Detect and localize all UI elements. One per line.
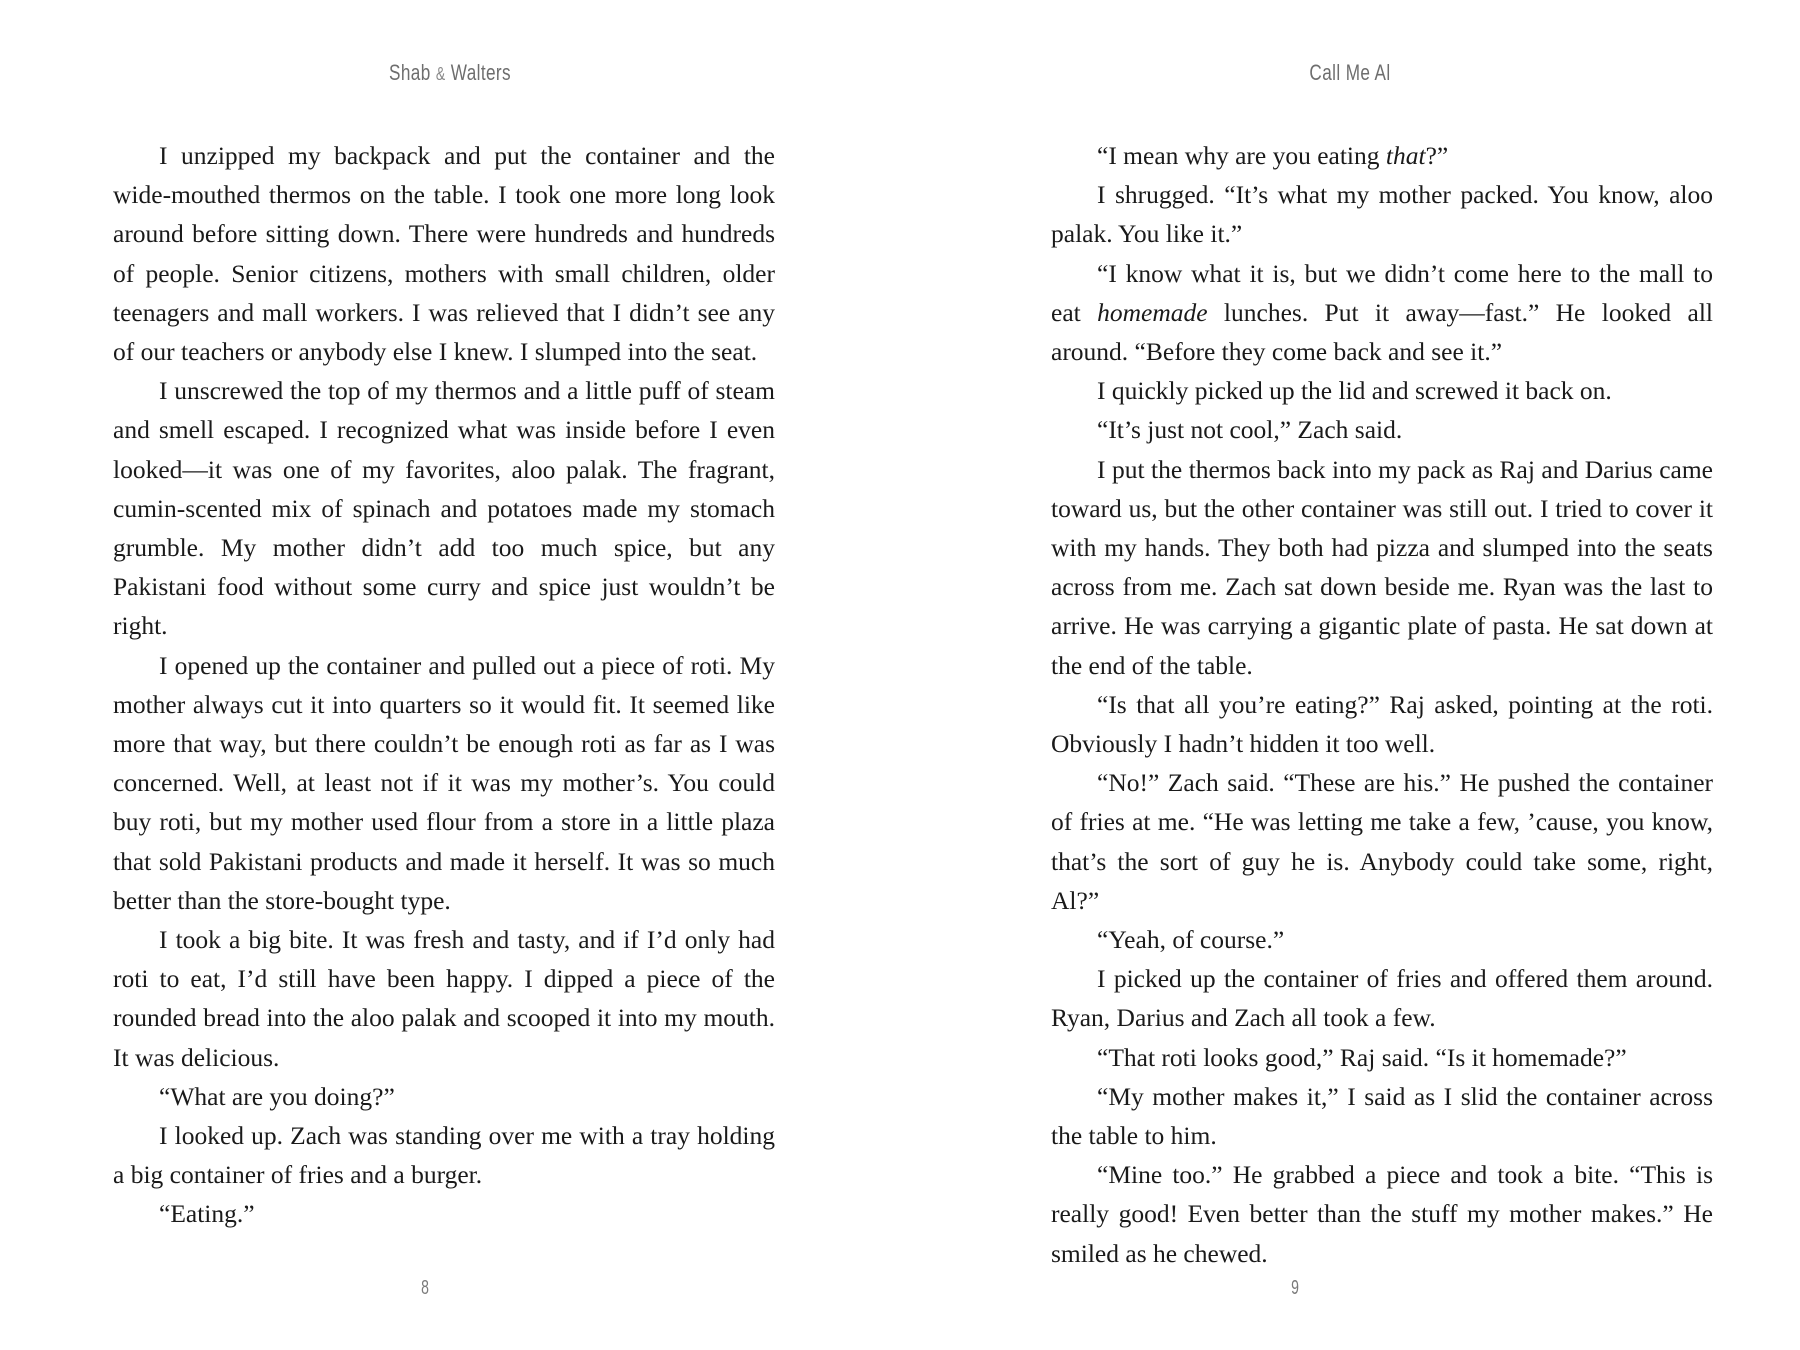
paragraph: I unscrewed the top of my thermos and a little puff of steam and smell escaped. I recognized what was inside before I even looked—it was one of my favorites, aloo palak. The fragrant, cumin-scented mix of spinach and potatoes made my stomach grumble. My mother didn’t add too much spice, but any Pakistani food without some curry and spice just wouldn’t be right. (113, 376, 775, 641)
running-head-title: Call Me Al (1309, 60, 1391, 85)
paragraph: “Yeah, of course.” (1097, 925, 1285, 955)
paragraph: “My mother makes it,” I said as I slid the container across the table to him. (1051, 1081, 1713, 1151)
paragraph: I picked up the container of fries and offered them around. Ryan, Darius and Zach all took a few. (1051, 964, 1713, 1033)
paragraph: I quickly picked up the lid and screwed it back on. (1097, 376, 1612, 406)
paragraph: “That roti looks good,” Raj said. “Is it homemade?” (1097, 1042, 1627, 1072)
text-run: “I know what it is, but we didn’t come here to the mall to eat (1051, 258, 1713, 327)
paragraph: “It’s just not cool,” Zach said. (1097, 415, 1403, 445)
italic-text: homemade (1097, 297, 1208, 327)
paragraph: “No!” Zach said. “These are his.” He pushed the container of fries at me. “He was letting me take a few, ’cause, you know, that’s the sort of guy he is. Anybody could take some, right, Al?” (1051, 768, 1713, 915)
author-name: Shab (389, 60, 431, 85)
paragraph (1051, 254, 1713, 372)
paragraph (1051, 136, 1713, 175)
text-run: “I mean why are you eating (1097, 141, 1386, 170)
paragraph: I unzipped my backpack and put the container and the wide-mouthed thermos on the table. I took one more long look around before sitting down. There were hundreds and hundreds of people. Senior citizens, mothers with small children, older teenagers and mall workers. I was relieved that I didn’t see any of our teachers or anybody else I knew. I slumped into the seat. (113, 141, 775, 367)
paragraph: “What are you doing?” (159, 1081, 395, 1111)
paragraph: I shrugged. “It’s what my mother packed. You know, aloo palak. You like it.” (1051, 180, 1713, 249)
text-run: lunches. Put it away—fast.” He looked all around. “Before they come back and see it.” (1051, 297, 1713, 367)
text-run: ?” (1425, 141, 1449, 170)
page-number: 8 (421, 1277, 429, 1299)
paragraph: I put the thermos back into my pack as Raj and Darius came toward us, but the other container was still out. I tried to cover it with my hands. They both had pizza and slumped into the seats across from me. Zach sat down beside me. Ryan was the last to arrive. He was carrying a gigantic plate of pasta. He sat down at the end of the table. (1051, 454, 1713, 680)
paragraph: “Is that all you’re eating?” Raj asked, pointing at the roti. Obviously I hadn’t hidden it too well. (1051, 689, 1713, 759)
author-name: Walters (450, 60, 511, 85)
right-page (900, 0, 1800, 1350)
paragraph: I looked up. Zach was standing over me with a tray holding a big container of fries and a burger. (113, 1121, 775, 1190)
paragraph: I took a big bite. It was fresh and tasty, and if I’d only had roti to eat, I’d still have been happy. I dipped a piece of the rounded bread into the aloo palak and scooped it into my mouth. It was delicious. (113, 925, 775, 1072)
paragraph: “Eating.” (159, 1199, 255, 1229)
right-body-text (1051, 136, 1713, 1273)
page-number: 9 (1291, 1277, 1299, 1299)
ampersand: & (435, 64, 446, 84)
italic-text: that (1385, 141, 1426, 170)
paragraph: “Mine too.” He grabbed a piece and took a bite. “This is really good! Even better than the stuff my mother makes.” He smiled as he chewed. (1051, 1160, 1713, 1268)
left-body-text (113, 136, 775, 1234)
paragraph: I opened up the container and pulled out a piece of roti. My mother always cut it into quarters so it would fit. It seemed like more that way, but there couldn’t be enough roti as far as I was concerned. Well, at least not if it was my mother’s. You could buy roti, but my mother used flour from a store in a little plaza that sold Pakistani products and made it herself. It was so much better than the store-bought type. (113, 650, 775, 915)
running-head-authors (99, 60, 801, 86)
